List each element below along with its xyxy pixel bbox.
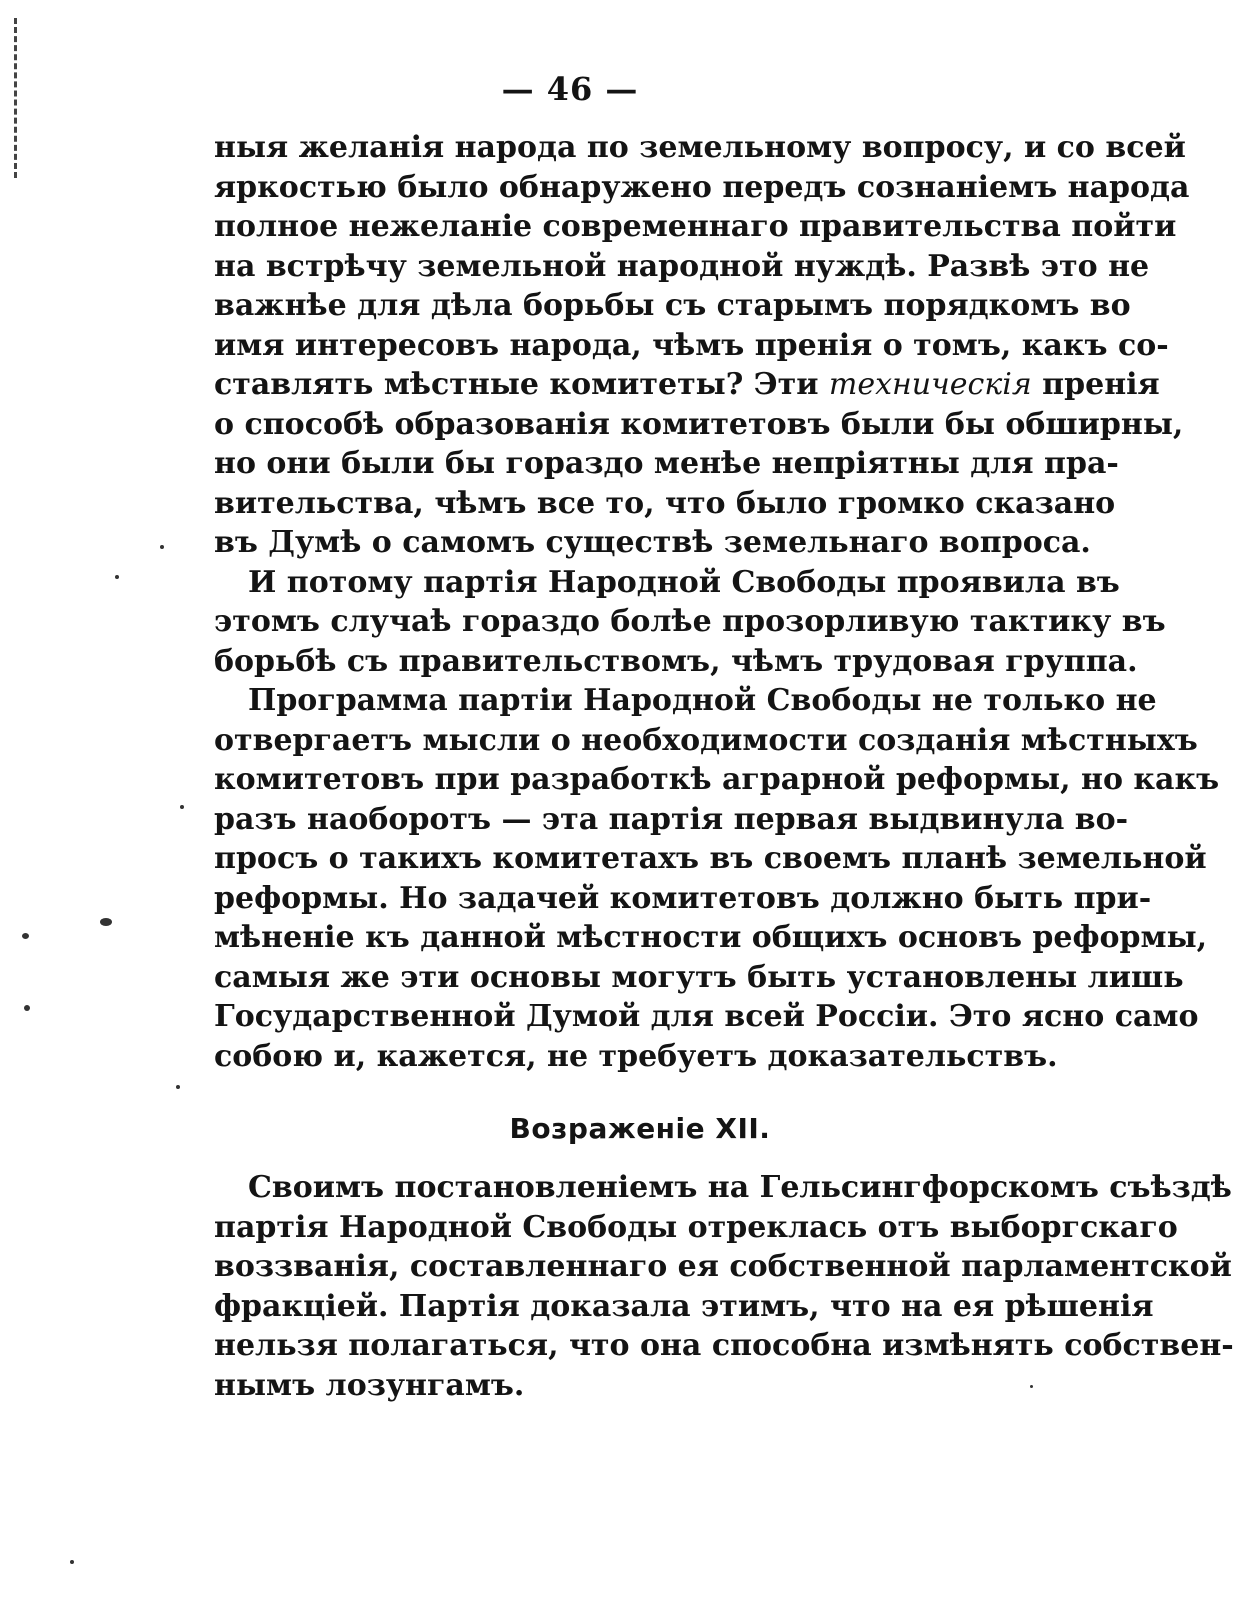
page-number: — 46 — [501,70,639,108]
scan-speck [176,1085,180,1089]
scan-speck [115,575,119,579]
text-line: о способѣ образованія комитетовъ были бы обширны, [214,406,1184,442]
scan-speck [24,1005,30,1011]
text-line: нельзя полагаться, что она способна измѣнять собствен- [214,1328,1234,1363]
text-line: этомъ случаѣ гораздо болѣе прозорливую тактику въ [214,604,1166,639]
text-line: имя интересовъ народа, чѣмъ пренія о томъ, какъ со- [214,327,1169,363]
scan-speck [180,805,184,809]
scan-speck [22,933,29,939]
text-line: вительства, чѣмъ все то, что было громко сказано [214,485,1116,521]
italic-term: техническія [828,367,1032,402]
text-line: И потому партія Народной Свободы проявила въ [248,564,1120,600]
text-line: полное нежеланіе современнаго правительства пойти [214,209,1177,244]
text-line: борьбѣ съ правительствомъ, чѣмъ трудовая группа. [214,643,1138,679]
text-line: фракціей. Партія доказала этимъ, что на ея рѣшенія [214,1288,1154,1324]
text-line: Государственной Думой для всей Россіи. Это ясно само [214,999,1199,1034]
text-line-with-italic [214,365,1160,405]
body-text-bottom [214,1168,1234,1405]
text-line: реформы. Но задачей комитетовъ должно быть при- [214,880,1152,916]
scan-speck [70,1560,74,1564]
text-line: партія Народной Свободы отреклась отъ выборгскаго [214,1209,1178,1245]
text-line: самыя же эти основы могутъ быть установлены лишь [214,959,1184,995]
body-text-top [214,128,1220,1076]
text-line: на встрѣчу земельной народной нуждѣ. Развѣ это не [214,248,1150,284]
scan-speck [1030,1385,1033,1388]
text-line: разъ наоборотъ — эта партія первая выдвинула во- [214,801,1129,837]
text-segment: пренія [1042,367,1160,402]
scan-speck [160,545,164,549]
text-line: нымъ лозунгамъ. [214,1367,525,1403]
text-line: просъ о такихъ комитетахъ въ своемъ планѣ земельной [214,841,1207,876]
text-line: но они были бы гораздо менѣе непріятны для пра- [214,446,1119,481]
text-line: важнѣе для дѣла борьбы съ старымъ порядкомъ во [214,288,1131,323]
text-segment: ставлять мѣстные комитеты? Эти [214,367,819,402]
text-line: въ Думѣ о самомъ существѣ земельнаго вопроса. [214,525,1091,560]
text-line: яркостью было обнаружено передъ сознаніемъ народа [214,169,1190,205]
section-heading: Возраженіе XII. [509,1112,771,1145]
text-line: комитетовъ при разработкѣ аграрной реформы, но какъ [214,762,1220,797]
text-line: собою и, кажется, не требуетъ доказательствъ. [214,1038,1058,1074]
text-line: Своимъ постановленіемъ на Гельсингфорскомъ съѣздѣ [248,1170,1232,1205]
text-line: ныя желанія народа по земельному вопросу, и со всей [214,130,1186,165]
text-line: отвергаетъ мысли о необходимости созданія мѣстныхъ [214,722,1198,758]
scan-speck [100,918,112,926]
text-line: воззванія, составленнаго ея собственной парламентской [214,1249,1232,1284]
text-line: Программа партіи Народной Свободы не только не [248,683,1157,718]
text-line: мѣненіе къ данной мѣстности общихъ основъ реформы, [214,920,1208,955]
